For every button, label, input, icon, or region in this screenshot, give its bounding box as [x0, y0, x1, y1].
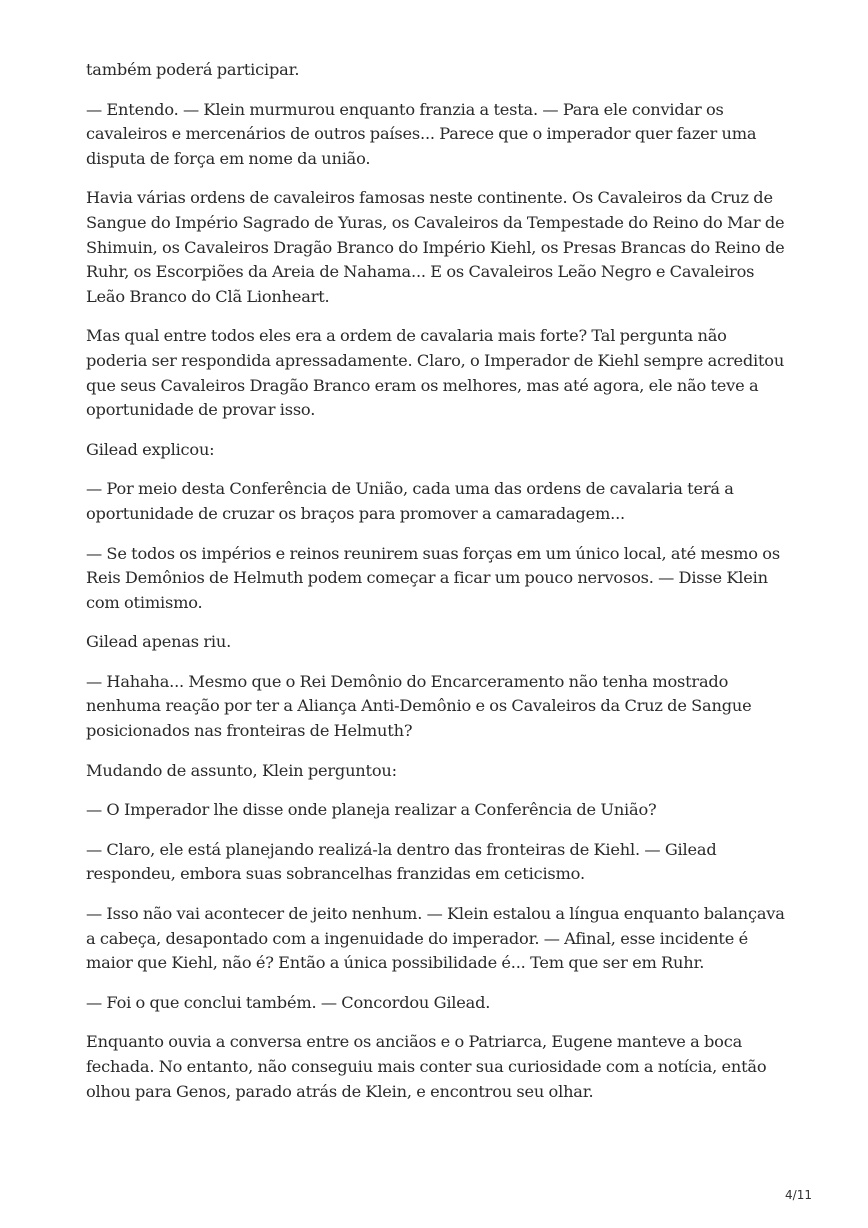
paragraph: — Foi o que conclui também. — Concordou Gilead.	[86, 992, 491, 1012]
paragraph: Gilead explicou:	[86, 439, 215, 459]
paragraph: Gilead apenas riu.	[86, 632, 232, 652]
paragraph: Mudando de assunto, Klein perguntou:	[86, 760, 397, 780]
document-body	[86, 58, 786, 1104]
paragraph: Enquanto ouvia a conversa entre os anciãos e o Patriarca, Eugene manteve a boca fechada. No entanto, não conseguiu mais conter sua curiosidade com a notícia, então olhou para Genos, parado atrás de Klein, e encontrou seu olhar.	[86, 1032, 767, 1101]
paragraph: — Claro, ele está planejando realizá-la dentro das fronteiras de Kiehl. — Gilead respondeu, embora suas sobrancelhas franzidas em ceticismo.	[86, 839, 717, 884]
paragraph: — Isso não vai acontecer de jeito nenhum. — Klein estalou a língua enquanto balançava a cabeça, desapontado com a ingenuidade do imperador. — Afinal, esse incidente é maior que Kiehl, não é? Então a única possibilidade é... Tem que ser em Ruhr.	[86, 904, 785, 973]
paragraph: também poderá participar.	[86, 60, 300, 79]
paragraph: Mas qual entre todos eles era a ordem de cavalaria mais forte? Tal pergunta não poderia ser respondida apressadamente. Claro, o Imperador de Kiehl sempre acreditou que seus Cavaleiros Dragão Branco eram os melhores, mas até agora, ele não teve a oportunidade de provar isso.	[86, 326, 785, 420]
paragraph: — Hahaha... Mesmo que o Rei Demônio do Encarceramento não tenha mostrado nenhuma reação por ter a Aliança Anti-Demônio e os Cavaleiros da Cruz de Sangue posicionados nas fronteiras de Helmuth?	[86, 671, 752, 741]
paragraph: — O Imperador lhe disse onde planeja realizar a Conferência de União?	[86, 800, 657, 820]
paragraph: Havia várias ordens de cavaleiros famosas neste continente. Os Cavaleiros da Cruz de Sangue do Império Sagrado de Yuras, os Cavaleiros da Tempestade do Reino do Mar de Shimuin, os Cavaleiros Dragão Branco do Império Kiehl, os Presas Brancas do Reino de Ruhr, os Escorpiões da Areia de Nahama... E os Cavaleiros Leão Negro e Cavaleiros Leão Branco do Clã Lionheart.	[86, 188, 785, 306]
paragraph: — Se todos os impérios e reinos reunirem suas forças em um único local, até mesmo os Reis Demônios de Helmuth podem começar a ficar um pouco nervosos. — Disse Klein com otimismo.	[86, 543, 780, 612]
page-number: 4/11	[785, 1188, 812, 1202]
paragraph: — Entendo. — Klein murmurou enquanto franzia a testa. — Para ele convidar os cavaleiros e mercenários de outros países... Parece que o imperador quer fazer uma disputa de força em nome da união.	[86, 99, 757, 168]
paragraph: — Por meio desta Conferência de União, cada uma das ordens de cavalaria terá a oportunidade de cruzar os braços para promover a camaradagem...	[86, 479, 734, 523]
